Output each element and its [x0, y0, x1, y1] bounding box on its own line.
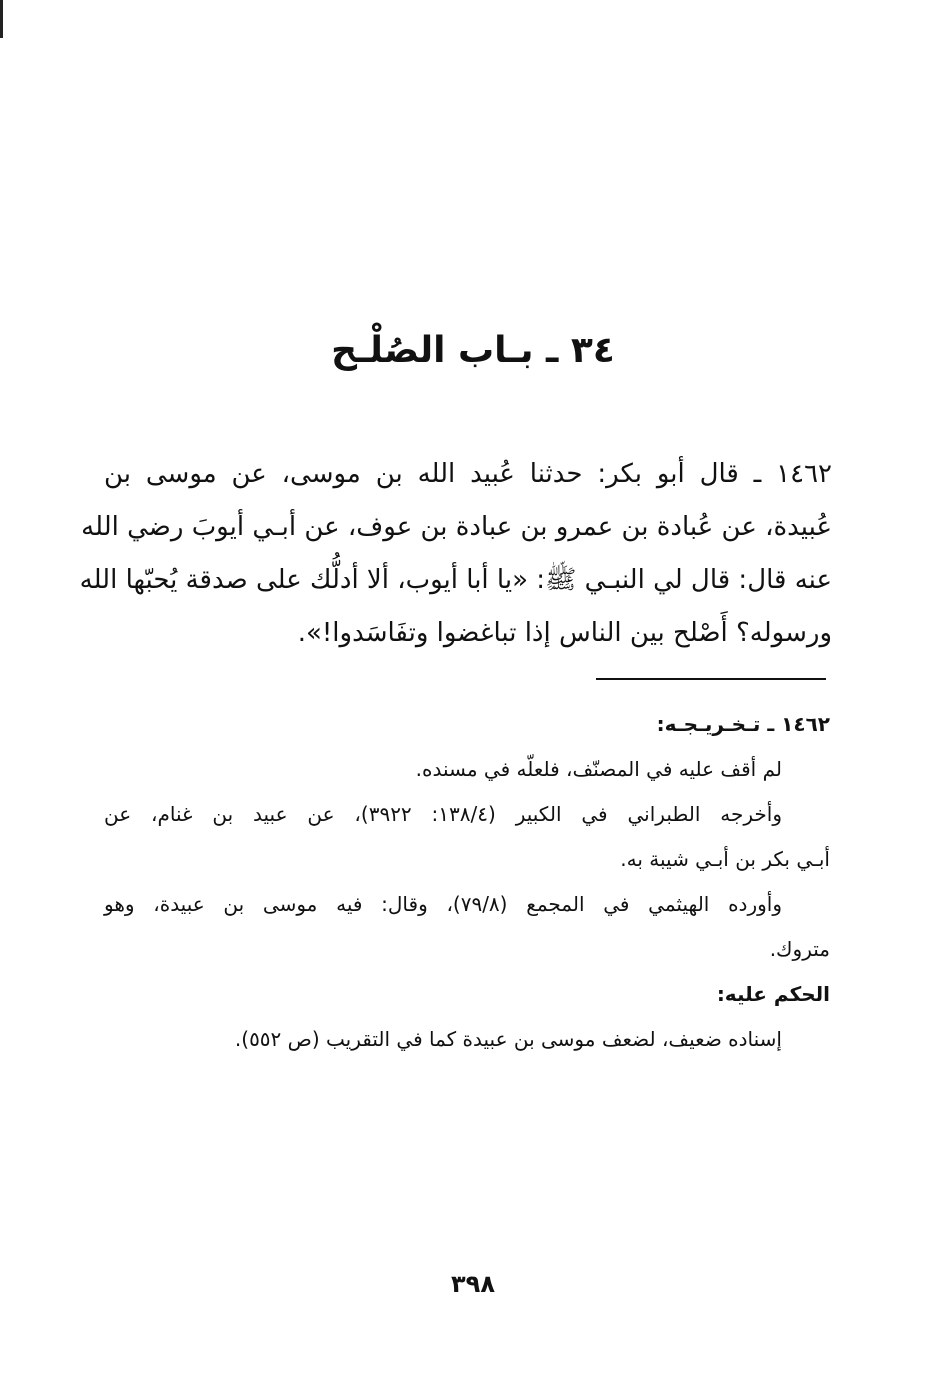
footnote-line: وأخرجه الطبراني في الكبير (١٣٨/٤: ٣٩٢٢)، عن عبيد بن غنام، عن — [104, 802, 782, 826]
takhrij-heading: ١٤٦٢ ـ تـخـريـجـه: — [656, 712, 830, 736]
hadith-text — [79, 448, 832, 660]
hadith-line: ورسوله؟ أَصْلح بين الناس إذا تباغضوا وتفَاسَدوا!». — [297, 618, 832, 648]
scan-edge-mark — [0, 0, 3, 38]
footnote-line: إسناده ضعيف، لضعف موسى بن عبيدة كما في التقريب (ص ٥٥٢). — [234, 1027, 782, 1051]
footnote-line: متروك. — [769, 937, 830, 961]
footnote-line: أبـي بكر بن أبـي شيبة به. — [620, 847, 830, 871]
hadith-line: عنه قال: قال لي النبـي ﷺ: «يا أبا أيوب، ألا أدلُّك على صدقة يُحبّها الله — [79, 565, 832, 595]
page-number: ٣٩٨ — [451, 1270, 495, 1298]
footnote-line: وأورده الهيثمي في المجمع (٧٩/٨)، وقال: فيه موسى بن عبيدة، وهو — [104, 892, 782, 916]
footnotes — [104, 702, 830, 1062]
hadith-line: ١٤٦٢ ـ قال أبو بكر: حدثنا عُبيد الله بن موسى، عن موسى بن — [104, 459, 832, 489]
footnote-line: لم أقف عليه في المصنّف، فلعلّه في مسنده. — [415, 757, 782, 781]
footnote-divider — [596, 678, 826, 680]
hadith-line: عُبيدة، عن عُبادة بن عمرو بن عبادة بن عوف، عن أبـي أيوبَ رضي الله — [81, 512, 832, 542]
hukm-heading: الحكم عليه: — [716, 982, 830, 1006]
chapter-title: ٣٤ ـ بـاب الصُلْـح — [331, 330, 615, 371]
